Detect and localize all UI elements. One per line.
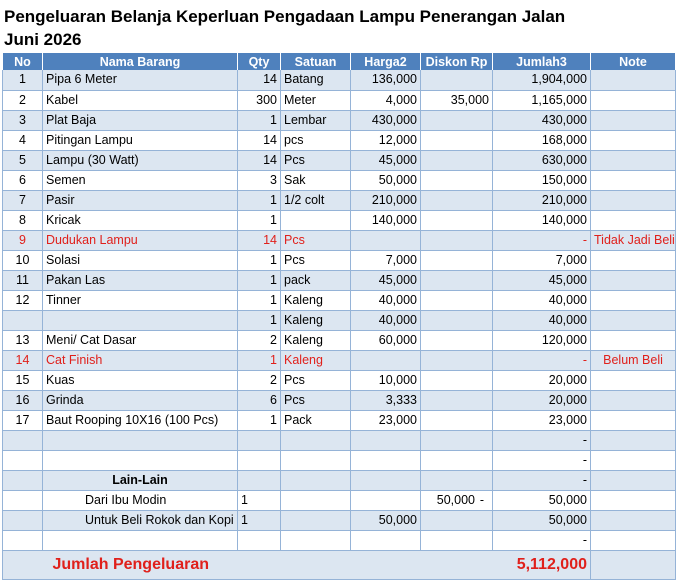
cell-note[interactable] bbox=[591, 250, 676, 270]
cell-no[interactable]: 9 bbox=[3, 230, 43, 250]
cell-nama-barang[interactable]: Tinner bbox=[43, 290, 238, 310]
table-row bbox=[3, 170, 676, 190]
cell-nama-barang[interactable]: Kabel bbox=[43, 90, 238, 110]
cell-qty[interactable]: 14 bbox=[238, 230, 281, 250]
cell-nama-barang[interactable]: Grinda bbox=[43, 390, 238, 410]
cell-harga[interactable] bbox=[351, 350, 421, 370]
cell-diskon[interactable] bbox=[421, 290, 493, 310]
cell-qty[interactable]: 1 bbox=[238, 510, 281, 530]
cell-qty[interactable]: 1 bbox=[238, 110, 281, 130]
cell-satuan[interactable]: Sak bbox=[281, 170, 351, 190]
cell-nama-barang[interactable] bbox=[43, 430, 238, 450]
cell-diskon[interactable] bbox=[421, 330, 493, 350]
table-row bbox=[3, 390, 676, 410]
total-row bbox=[3, 550, 676, 579]
cell-jumlah[interactable]: 45,000 bbox=[493, 270, 591, 290]
cell-nama-barang[interactable]: Untuk Beli Rokok dan Kopi bbox=[43, 510, 238, 530]
cell-qty[interactable]: 14 bbox=[238, 70, 281, 90]
table-row bbox=[3, 290, 676, 310]
cell-nama-barang[interactable]: Semen bbox=[43, 170, 238, 190]
cell-empty bbox=[591, 550, 676, 579]
cell-jumlah[interactable]: 150,000 bbox=[493, 170, 591, 190]
cell-note[interactable]: Tidak Jadi Beli bbox=[591, 230, 676, 250]
cell-satuan[interactable] bbox=[281, 470, 351, 490]
cell-qty[interactable]: 6 bbox=[238, 390, 281, 410]
cell-qty[interactable] bbox=[238, 430, 281, 450]
cell-no[interactable] bbox=[3, 510, 43, 530]
cell-jumlah[interactable]: - bbox=[493, 470, 591, 490]
cell-diskon[interactable] bbox=[421, 390, 493, 410]
table-row bbox=[3, 450, 676, 470]
cell-note[interactable]: Belum Beli bbox=[591, 350, 676, 370]
cell-harga[interactable]: 60,000 bbox=[351, 330, 421, 350]
table-row-lain bbox=[3, 490, 676, 510]
col-header-note[interactable]: Note bbox=[591, 53, 676, 70]
cell-no[interactable]: 12 bbox=[3, 290, 43, 310]
cell-harga[interactable]: 45,000 bbox=[351, 150, 421, 170]
cell-nama-barang[interactable]: Dari Ibu Modin bbox=[43, 490, 238, 510]
cell-satuan[interactable]: Kaleng bbox=[281, 330, 351, 350]
cell-nama-barang[interactable]: Pasir bbox=[43, 190, 238, 210]
cell-empty[interactable] bbox=[238, 530, 281, 550]
cell-jumlah[interactable]: 50,000 bbox=[493, 510, 591, 530]
cell-qty[interactable]: 1 bbox=[238, 210, 281, 230]
cell-diskon[interactable] bbox=[421, 130, 493, 150]
cell-nama-barang[interactable]: Pakan Las bbox=[43, 270, 238, 290]
cell-no[interactable] bbox=[3, 450, 43, 470]
cell-satuan[interactable]: 1/2 colt bbox=[281, 190, 351, 210]
cell-harga[interactable]: 4,000 bbox=[351, 90, 421, 110]
cell-nama-barang[interactable] bbox=[43, 310, 238, 330]
cell-satuan[interactable] bbox=[281, 430, 351, 450]
cell-nama-barang[interactable]: Cat Finish bbox=[43, 350, 238, 370]
col-header-satuan[interactable]: Satuan bbox=[281, 53, 351, 70]
cell-no[interactable]: 15 bbox=[3, 370, 43, 390]
cell-note[interactable] bbox=[591, 110, 676, 130]
cell-harga[interactable]: 140,000 bbox=[351, 210, 421, 230]
cell-diskon[interactable] bbox=[421, 170, 493, 190]
cell-note[interactable] bbox=[591, 410, 676, 430]
cell-note[interactable] bbox=[591, 450, 676, 470]
cell-qty[interactable]: 14 bbox=[238, 150, 281, 170]
cell-no[interactable]: 2 bbox=[3, 90, 43, 110]
cell-note[interactable] bbox=[591, 510, 676, 530]
cell-harga[interactable] bbox=[351, 490, 421, 510]
col-header-harga[interactable]: Harga2 bbox=[351, 53, 421, 70]
table-row bbox=[3, 110, 676, 130]
col-header-nama-barang[interactable]: Nama Barang bbox=[43, 53, 238, 70]
cell-note[interactable] bbox=[591, 130, 676, 150]
cell-jumlah[interactable]: - bbox=[493, 530, 591, 550]
cell-jumlah[interactable]: 120,000 bbox=[493, 330, 591, 350]
cell-diskon[interactable] bbox=[421, 490, 493, 510]
cell-harga[interactable] bbox=[351, 430, 421, 450]
cell-note[interactable] bbox=[591, 370, 676, 390]
cell-nama-barang[interactable]: Pipa 6 Meter bbox=[43, 70, 238, 90]
col-header-qty[interactable]: Qty bbox=[238, 53, 281, 70]
cell-harga[interactable]: 7,000 bbox=[351, 250, 421, 270]
cell-qty[interactable]: 2 bbox=[238, 370, 281, 390]
cell-note[interactable] bbox=[591, 430, 676, 450]
cell-jumlah[interactable]: 430,000 bbox=[493, 110, 591, 130]
cell-harga[interactable]: 136,000 bbox=[351, 70, 421, 90]
cell-harga[interactable]: 10,000 bbox=[351, 370, 421, 390]
cell-empty bbox=[351, 550, 493, 579]
cell-satuan[interactable]: Lembar bbox=[281, 110, 351, 130]
cell-qty[interactable]: 14 bbox=[238, 130, 281, 150]
cell-harga[interactable]: 12,000 bbox=[351, 130, 421, 150]
cell-note[interactable] bbox=[591, 490, 676, 510]
cell-satuan[interactable]: Kaleng bbox=[281, 290, 351, 310]
diskon-dash: - bbox=[479, 492, 485, 507]
cell-harga[interactable]: 430,000 bbox=[351, 110, 421, 130]
cell-qty[interactable] bbox=[238, 450, 281, 470]
cell-qty[interactable]: 1 bbox=[238, 290, 281, 310]
cell-jumlah[interactable]: 50,000 bbox=[493, 490, 591, 510]
cell-nama-barang[interactable]: Dudukan Lampu bbox=[43, 230, 238, 250]
cell-nama-barang[interactable]: Pitingan Lampu bbox=[43, 130, 238, 150]
cell-diskon[interactable] bbox=[421, 190, 493, 210]
cell-satuan[interactable] bbox=[281, 210, 351, 230]
table-row bbox=[3, 70, 676, 90]
table-row bbox=[3, 310, 676, 330]
cell-diskon[interactable] bbox=[421, 250, 493, 270]
cell-note[interactable] bbox=[591, 150, 676, 170]
cell-jumlah[interactable]: 630,000 bbox=[493, 150, 591, 170]
cell-harga[interactable]: 3,333 bbox=[351, 390, 421, 410]
table-row bbox=[3, 90, 676, 110]
cell-jumlah[interactable]: 40,000 bbox=[493, 310, 591, 330]
cell-jumlah[interactable]: 40,000 bbox=[493, 290, 591, 310]
cell-no[interactable]: 14 bbox=[3, 350, 43, 370]
cell-nama-barang[interactable]: Meni/ Cat Dasar bbox=[43, 330, 238, 350]
cell-no[interactable]: 10 bbox=[3, 250, 43, 270]
section-label-lain-lain[interactable]: Lain-Lain bbox=[43, 470, 238, 490]
cell-no[interactable] bbox=[3, 470, 43, 490]
cell-diskon[interactable] bbox=[421, 310, 493, 330]
cell-jumlah[interactable]: - bbox=[493, 230, 591, 250]
total-label: Jumlah Pengeluaran bbox=[43, 550, 351, 579]
diskon-value: 50,000 bbox=[436, 492, 475, 507]
total-value: 5,112,000 bbox=[493, 550, 591, 579]
table-row bbox=[3, 350, 676, 370]
cell-no[interactable]: 5 bbox=[3, 150, 43, 170]
cell-note[interactable] bbox=[591, 310, 676, 330]
cell-harga[interactable]: 45,000 bbox=[351, 270, 421, 290]
cell-qty[interactable]: 300 bbox=[238, 90, 281, 110]
cell-note[interactable] bbox=[591, 70, 676, 90]
cell-no[interactable]: 16 bbox=[3, 390, 43, 410]
cell-empty bbox=[3, 550, 43, 579]
table-row bbox=[3, 370, 676, 390]
cell-satuan[interactable] bbox=[281, 490, 351, 510]
cell-satuan[interactable]: pack bbox=[281, 270, 351, 290]
table-row bbox=[3, 330, 676, 350]
cell-jumlah[interactable]: 23,000 bbox=[493, 410, 591, 430]
cell-qty[interactable] bbox=[238, 470, 281, 490]
cell-qty[interactable]: 1 bbox=[238, 350, 281, 370]
cell-diskon[interactable] bbox=[421, 510, 493, 530]
table-row bbox=[3, 270, 676, 290]
col-header-jumlah[interactable]: Jumlah3 bbox=[493, 53, 591, 70]
cell-jumlah[interactable]: 168,000 bbox=[493, 130, 591, 150]
cell-satuan[interactable]: Kaleng bbox=[281, 310, 351, 330]
cell-jumlah[interactable]: - bbox=[493, 450, 591, 470]
cell-diskon[interactable] bbox=[421, 470, 493, 490]
cell-satuan[interactable]: Pcs bbox=[281, 150, 351, 170]
table-row bbox=[3, 250, 676, 270]
cell-qty[interactable]: 1 bbox=[238, 250, 281, 270]
table-row bbox=[3, 190, 676, 210]
cell-empty[interactable] bbox=[351, 530, 421, 550]
cell-no[interactable]: 6 bbox=[3, 170, 43, 190]
header-row bbox=[3, 53, 676, 70]
cell-no[interactable]: 17 bbox=[3, 410, 43, 430]
cell-satuan[interactable]: Meter bbox=[281, 90, 351, 110]
cell-diskon[interactable] bbox=[421, 370, 493, 390]
cell-no[interactable]: 11 bbox=[3, 270, 43, 290]
cell-no[interactable]: 8 bbox=[3, 210, 43, 230]
cell-note[interactable] bbox=[591, 270, 676, 290]
cell-jumlah[interactable]: 1,904,000 bbox=[493, 70, 591, 90]
cell-qty[interactable]: 1 bbox=[238, 270, 281, 290]
cell-harga[interactable]: 23,000 bbox=[351, 410, 421, 430]
cell-diskon[interactable] bbox=[421, 450, 493, 470]
cell-jumlah[interactable]: 140,000 bbox=[493, 210, 591, 230]
cell-empty[interactable] bbox=[591, 530, 676, 550]
cell-nama-barang[interactable]: Lampu (30 Watt) bbox=[43, 150, 238, 170]
cell-satuan[interactable]: Pcs bbox=[281, 390, 351, 410]
table-row bbox=[3, 410, 676, 430]
cell-empty[interactable] bbox=[281, 530, 351, 550]
cell-nama-barang[interactable]: Solasi bbox=[43, 250, 238, 270]
cell-no[interactable] bbox=[3, 310, 43, 330]
cell-harga[interactable]: 50,000 bbox=[351, 510, 421, 530]
cell-nama-barang[interactable]: Kricak bbox=[43, 210, 238, 230]
cell-no[interactable]: 7 bbox=[3, 190, 43, 210]
table-row bbox=[3, 150, 676, 170]
cell-satuan[interactable] bbox=[281, 510, 351, 530]
table-row bbox=[3, 130, 676, 150]
cell-satuan[interactable]: Pcs bbox=[281, 250, 351, 270]
cell-diskon[interactable] bbox=[421, 110, 493, 130]
cell-no[interactable] bbox=[3, 490, 43, 510]
cell-diskon[interactable]: 35,000 bbox=[421, 90, 493, 110]
cell-satuan[interactable]: Kaleng bbox=[281, 350, 351, 370]
cell-qty[interactable]: 3 bbox=[238, 170, 281, 190]
table-row-empty bbox=[3, 530, 676, 550]
cell-qty[interactable]: 1 bbox=[238, 310, 281, 330]
cell-qty[interactable]: 1 bbox=[238, 490, 281, 510]
section-row-lain-lain bbox=[3, 470, 676, 490]
cell-qty[interactable]: 2 bbox=[238, 330, 281, 350]
cell-satuan[interactable]: Pack bbox=[281, 410, 351, 430]
cell-note[interactable] bbox=[591, 210, 676, 230]
cell-empty[interactable] bbox=[43, 530, 238, 550]
cell-qty[interactable]: 1 bbox=[238, 190, 281, 210]
cell-satuan[interactable]: pcs bbox=[281, 130, 351, 150]
cell-diskon[interactable] bbox=[421, 350, 493, 370]
cell-jumlah[interactable]: - bbox=[493, 430, 591, 450]
cell-jumlah[interactable]: 20,000 bbox=[493, 390, 591, 410]
cell-jumlah[interactable]: - bbox=[493, 350, 591, 370]
cell-no[interactable]: 4 bbox=[3, 130, 43, 150]
cell-satuan[interactable]: Batang bbox=[281, 70, 351, 90]
cell-note[interactable] bbox=[591, 290, 676, 310]
cell-note[interactable] bbox=[591, 390, 676, 410]
cell-diskon[interactable] bbox=[421, 210, 493, 230]
cell-no[interactable]: 1 bbox=[3, 70, 43, 90]
cell-nama-barang[interactable]: Kuas bbox=[43, 370, 238, 390]
table-row-lain bbox=[3, 510, 676, 530]
cell-no[interactable] bbox=[3, 430, 43, 450]
cell-note[interactable] bbox=[591, 170, 676, 190]
cell-diskon[interactable] bbox=[421, 70, 493, 90]
cell-diskon[interactable] bbox=[421, 410, 493, 430]
cell-diskon[interactable] bbox=[421, 150, 493, 170]
cell-harga[interactable]: 40,000 bbox=[351, 290, 421, 310]
cell-empty[interactable] bbox=[3, 530, 43, 550]
cell-diskon[interactable] bbox=[421, 430, 493, 450]
cell-diskon[interactable] bbox=[421, 230, 493, 250]
cell-harga[interactable] bbox=[351, 230, 421, 250]
cell-jumlah[interactable]: 1,165,000 bbox=[493, 90, 591, 110]
cell-satuan[interactable]: Pcs bbox=[281, 230, 351, 250]
cell-note[interactable] bbox=[591, 190, 676, 210]
cell-qty[interactable]: 1 bbox=[238, 410, 281, 430]
cell-no[interactable]: 3 bbox=[3, 110, 43, 130]
cell-satuan[interactable] bbox=[281, 450, 351, 470]
cell-harga[interactable] bbox=[351, 450, 421, 470]
table-row bbox=[3, 430, 676, 450]
table-row bbox=[3, 210, 676, 230]
cell-note[interactable] bbox=[591, 470, 676, 490]
cell-jumlah[interactable]: 7,000 bbox=[493, 250, 591, 270]
cell-jumlah[interactable]: 210,000 bbox=[493, 190, 591, 210]
sheet-title: Pengeluaran Belanja Keperluan Pengadaan Lampu Penerangan Jalan bbox=[4, 7, 566, 26]
cell-harga[interactable]: 40,000 bbox=[351, 310, 421, 330]
cell-diskon[interactable] bbox=[421, 270, 493, 290]
cell-jumlah[interactable]: 20,000 bbox=[493, 370, 591, 390]
cell-harga[interactable]: 50,000 bbox=[351, 170, 421, 190]
cell-empty[interactable] bbox=[421, 530, 493, 550]
cell-satuan[interactable]: Pcs bbox=[281, 370, 351, 390]
sheet-subtitle: Juni 2026 bbox=[4, 30, 82, 49]
cell-nama-barang[interactable] bbox=[43, 450, 238, 470]
cell-nama-barang[interactable]: Plat Baja bbox=[43, 110, 238, 130]
cell-nama-barang[interactable]: Baut Rooping 10X16 (100 Pcs) bbox=[43, 410, 238, 430]
table-row bbox=[3, 230, 676, 250]
col-header-no[interactable]: No bbox=[3, 53, 43, 70]
cell-harga[interactable] bbox=[351, 470, 421, 490]
cell-no[interactable]: 13 bbox=[3, 330, 43, 350]
cell-harga[interactable]: 210,000 bbox=[351, 190, 421, 210]
cell-note[interactable] bbox=[591, 90, 676, 110]
cell-note[interactable] bbox=[591, 330, 676, 350]
expense-table bbox=[2, 53, 676, 580]
col-header-diskon[interactable]: Diskon Rp bbox=[421, 53, 493, 70]
